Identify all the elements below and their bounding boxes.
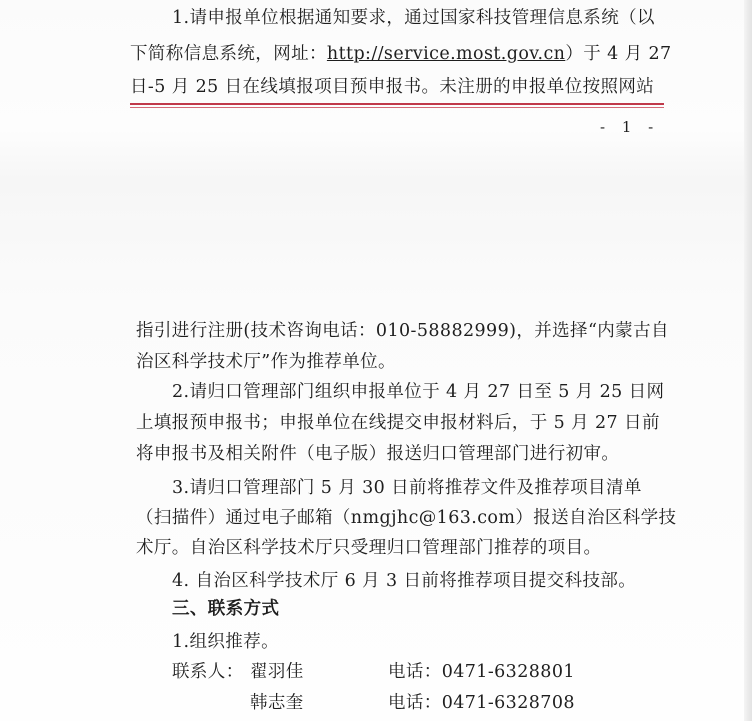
contact-phone-1: 电话：0471-6328801 bbox=[388, 662, 575, 682]
paragraph-4: 4. 自治区科学技术厅 6 月 3 日前将推荐项目提交科技部。 bbox=[172, 571, 637, 591]
page1-line-3: 日-5 月 25 日在线填报项目预申报书。未注册的申报单位按照网站 bbox=[130, 77, 655, 97]
page1-line-2-prefix: 下简称信息系统，网址： bbox=[130, 44, 327, 64]
page1-line-2-suffix: ）于 4 月 27 bbox=[565, 44, 672, 64]
contact-name-2: 韩志奎 bbox=[250, 693, 304, 713]
paragraph-3-line-1: 3.请归口管理部门 5 月 30 日前将推荐文件及推荐项目清单 bbox=[172, 478, 642, 498]
page-edge-shadow bbox=[744, 0, 752, 721]
paragraph-2-line-3: 将申报书及相关附件（电子版）报送归口管理部门进行初审。 bbox=[136, 444, 620, 464]
red-divider-line-thin bbox=[130, 107, 664, 108]
contact-phone-2: 电话：0471-6328708 bbox=[388, 693, 575, 713]
page1-line-2 bbox=[130, 43, 672, 65]
contact-name-1: 翟羽佳 bbox=[250, 662, 304, 682]
contact-label: 联系人： bbox=[172, 662, 244, 682]
paragraph-2-line-1: 2.请归口管理部门组织申报单位于 4 月 27 日至 5 月 25 日网 bbox=[172, 382, 665, 402]
paragraph-3-line-3: 术厅。自治区科学技术厅只受理归口管理部门推荐的项目。 bbox=[136, 538, 602, 558]
page-number: - 1 - bbox=[600, 118, 660, 136]
subsection-organize: 1.组织推荐。 bbox=[172, 632, 279, 652]
paragraph-1-line-1: 指引进行注册(技术咨询电话：010-58882999)，并选择“内蒙古自 bbox=[136, 321, 669, 341]
website-url: http://service.most.gov.cn bbox=[326, 44, 566, 64]
paragraph-3-line-2: （扫描件）通过电子邮箱（nmgjhc@163.com）报送自治区科学技 bbox=[136, 508, 677, 528]
page1-line-1: 1.请申报单位根据通知要求，通过国家科技管理信息系统（以 bbox=[172, 8, 655, 28]
paragraph-2-line-2: 上填报预申报书；申报单位在线提交申报材料后，于 5 月 27 日前 bbox=[136, 413, 660, 433]
paragraph-1-line-2: 治区科学技术厅”作为推荐单位。 bbox=[136, 352, 396, 372]
red-divider-line bbox=[130, 103, 664, 105]
section-heading-contact: 三、联系方式 bbox=[172, 599, 280, 619]
